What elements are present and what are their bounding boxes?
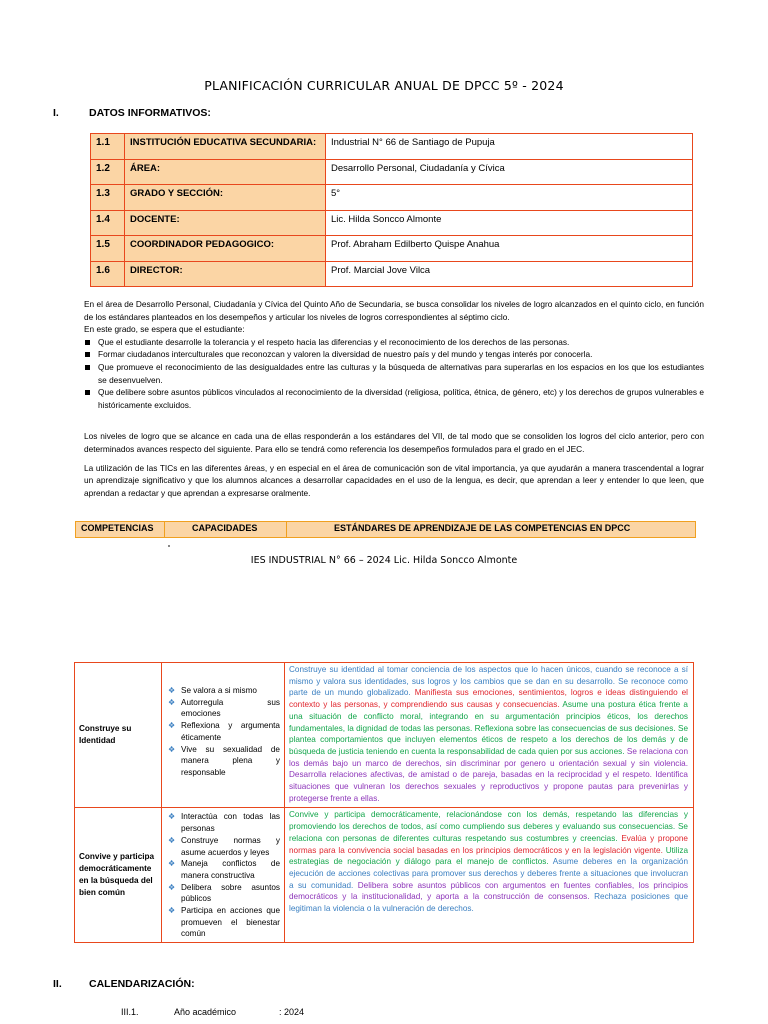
- capacidad-item: ❖ Vive su sexualidad de manera plena y responsable: [168, 744, 280, 779]
- info-row: [91, 236, 693, 262]
- section-label: CALENDARIZACIÓN:: [89, 978, 195, 990]
- intro-bullet-item: Que promueve el reconocimiento de las desigualdades entre las culturas y la búsqueda de alternativas para superarlas en los espacios en los que los estudiantes se desenvuelven.: [84, 361, 704, 386]
- info-row-label: DOCENTE:: [125, 210, 326, 236]
- competencias-header: [75, 521, 696, 538]
- section-label: DATOS INFORMATIVOS:: [89, 107, 211, 119]
- calendar-label: Año académico: [174, 1007, 237, 1017]
- info-row-label: INSTITUCIÓN EDUCATIVA SECUNDARIA:: [125, 134, 326, 160]
- capacidad-item: ❖ Interactúa con todas las personas: [168, 811, 280, 834]
- info-row-value: Prof. Marcial Jove Vilca: [326, 261, 693, 287]
- capacidad-item: ❖ Autorregula sus emociones: [168, 697, 280, 720]
- estandar-segment: Asume deberes en la organización ejecución de acciones colectivas para promover sus derechos y deberes frente a situaciones que involucran a su comunidad.: [289, 857, 688, 890]
- info-row-number: 1.6: [91, 261, 125, 287]
- calendar-row: [121, 1007, 521, 1019]
- info-row: [91, 185, 693, 211]
- capacidades-cell: [162, 663, 285, 808]
- info-row-number: 1.1: [91, 134, 125, 160]
- estandar-segment: Utiliza estrategias de negociación y diálogo para el manejo de conflictos.: [289, 845, 688, 867]
- estandar-segment: Construye su identidad al tomar conciencia de los aspectos que lo hacen únicos, cuando se reconoce a sí mismo y valora sus identidades, sus logros y los cambios que se dan en su desarrollo. Se reconoce como parte de un mundo globalizado.: [289, 665, 688, 698]
- intro-text: [84, 298, 704, 499]
- capacidad-item: ❖ Delibera sobre asuntos públicos: [168, 882, 280, 905]
- section-heading-calendarizacion: [53, 978, 353, 992]
- header-estandares: ESTÁNDARES DE APRENDIZAJE DE LAS COMPETENCIAS EN DPCC: [334, 523, 631, 533]
- estandar-cell: [285, 808, 694, 943]
- capacidad-item: ❖ Participa en acciones que promueven el bienestar común: [168, 905, 280, 940]
- competencia-row: [75, 663, 694, 808]
- info-table: [90, 133, 693, 287]
- capacidades-cell: [162, 808, 285, 943]
- page-title: PLANIFICACIÓN CURRICULAR ANUAL DE DPCC 5º - 2024: [204, 78, 564, 93]
- estandar-segment: Rechaza posiciones que legitiman la violencia o la vulneración de derechos.: [289, 892, 689, 914]
- info-row-value: Prof. Abraham Edilberto Quispe Anahua: [326, 236, 693, 262]
- info-row-label: COORDINADOR PEDAGOGICO:: [125, 236, 326, 262]
- estandar-segment: Se relaciona con los demás bajo un marco de derechos, sin discriminar por genero u orientación sexual y sin violencia. Desarrolla relaciones afectivas, de amistad o de pareja, basadas en la reciprocidad y el respeto. Identifica situaciones que vulneran los derechos sexuales y reproductivos y propone pautas para prevenirlas y protegerse frente a ellas.: [289, 746, 688, 803]
- calendar-number: III.1.: [121, 1007, 139, 1017]
- info-row: [91, 134, 693, 160]
- info-row-number: 1.3: [91, 185, 125, 211]
- header-capacidades: CAPACIDADES: [192, 523, 258, 533]
- capacidades-list: [168, 811, 280, 940]
- info-row-label: ÁREA:: [125, 159, 326, 185]
- intro-bullet-list: [84, 336, 704, 412]
- estandar-segment: Evalúa y propone normas para la convivencia social basadas en los principios democráticos y en la legislación vigente.: [289, 833, 688, 855]
- intro-bullet-item: Que el estudiante desarrolle la tolerancia y el respeto hacia las diferencias y el reconocimiento de los derechos de las personas.: [84, 336, 704, 349]
- info-row-label: GRADO Y SECCIÓN:: [125, 185, 326, 211]
- estandar-segment: Se plantea comportamientos que incluyen elementos éticos de respeto a los derechos de los demás y de búsqueda de justicia teniendo en cuenta la responsabilidad de cada quien por sus acciones.: [289, 723, 688, 756]
- capacidad-item: ❖ Reflexiona y argumenta éticamente: [168, 720, 280, 743]
- info-row-number: 1.5: [91, 236, 125, 262]
- intro-paragraph-1: En el área de Desarrollo Personal, Ciudadanía y Cívica del Quinto Año de Secundaria, se busca consolidar los niveles de logro alcanzados en el quinto ciclo, en función de los estándares planteados en los desempeños y articular los niveles de logros correspondientes al séptimo ciclo.: [84, 299, 704, 322]
- info-row-number: 1.2: [91, 159, 125, 185]
- competencia-name: Construye su Identidad: [75, 663, 162, 808]
- section-number: I.: [53, 107, 59, 119]
- competencia-row: [75, 808, 694, 943]
- header-competencias: COMPETENCIAS: [81, 523, 154, 533]
- intro-paragraph-3: Los niveles de logro que se alcance en cada una de ellas responderán a los estándares del VII, de tal modo que se consoliden los logros del ciclo anterior, pero con determinados avances respecto del siguiente. Para ello se tendrá como referencia los desempeños formulados para el grado en el JEC.: [84, 431, 704, 454]
- intro-paragraph-2: En este grado, se espera que el estudiante:: [84, 324, 245, 335]
- info-row-label: DIRECTOR:: [125, 261, 326, 287]
- info-row-value: Lic. Hilda Soncco Almonte: [326, 210, 693, 236]
- section-heading-datos: [53, 107, 353, 121]
- estandar-segment: Delibera sobre asuntos públicos con argumentos en fuentes confiables, los principios democráticos y la institucionalidad, y aporta a la construcción de consensos.: [289, 880, 689, 902]
- info-row-value: Desarrollo Personal, Ciudadanía y Cívica: [326, 159, 693, 185]
- info-row: [91, 210, 693, 236]
- calendar-list: [121, 1007, 521, 1019]
- section-number: II.: [53, 978, 62, 990]
- info-row-value: 5°: [326, 185, 693, 211]
- capacidad-item: ❖ Se valora a si mismo: [168, 685, 280, 697]
- intro-bullet-item: Formar ciudadanos interculturales que reconozcan y valoren la diversidad de nuestro país y del mundo y tengas interés por conocerla.: [84, 348, 704, 361]
- intro-paragraph-4: La utilización de las TICs en las diferentes áreas, y en especial en el área de comunicación son de vital importancia, ya que ayudarán a manera trascendental a lograr un aprendizaje significativo y que los alumnos alcances a desarrollar capacidades en el uso de la lengua, es decir, que aprendan a leer y entender lo que leen, que aprendan a redactar y que aprendan a expresarse oralmente.: [84, 462, 704, 498]
- info-row: [91, 159, 693, 185]
- info-row: [91, 261, 693, 287]
- intro-bullet-item: Que delibere sobre asuntos públicos vinculados al reconocimiento de la diversidad (religiosa, política, étnica, de género, etc) y los derechos de grupos vulnerables e históricamente excluidos.: [84, 386, 704, 411]
- estandar-segment: Convive y participa democráticamente, relacionándose con los demás, respetando las diferencias y promoviendo los derechos de todos, así como cumpliendo sus deberes y evaluando sus consecuencias. Se relaciona con personas de diferentes culturas respetando sus costumbres y creencias.: [289, 810, 688, 843]
- competencia-name: Convive y participa democráticamente en la búsqueda del bien común: [75, 808, 162, 943]
- calendar-value: : 2024: [279, 1007, 305, 1017]
- estandar-cell: [285, 663, 694, 808]
- competencias-table: [74, 662, 694, 943]
- estandar-segment: Asume una postura ética frente a una situación de conflicto moral, integrando en su argumentación principios éticos, los derechos fundamentales, la dignidad de todas las personas. Reflexiona sobre las consecuencias de sus decisiones.: [289, 700, 688, 733]
- capacidad-item: ❖ Maneja conflictos de manera constructiva: [168, 858, 280, 881]
- capacidad-item: ❖ Construye normas y asume acuerdos y leyes: [168, 835, 280, 858]
- estandar-segment: Manifiesta sus emociones, sentimientos, logros e ideas distinguiendo el contexto y las personas, y comprendiendo sus causas y consecuencias.: [289, 688, 689, 710]
- page-footer: IES INDUSTRIAL N° 66 – 2024 Lic. Hilda Soncco Almonte: [250, 555, 518, 566]
- capacidades-list: [168, 685, 280, 779]
- decorative-dot: [168, 545, 170, 547]
- info-row-number: 1.4: [91, 210, 125, 236]
- info-row-value: Industrial N° 66 de Santiago de Pupuja: [326, 134, 693, 160]
